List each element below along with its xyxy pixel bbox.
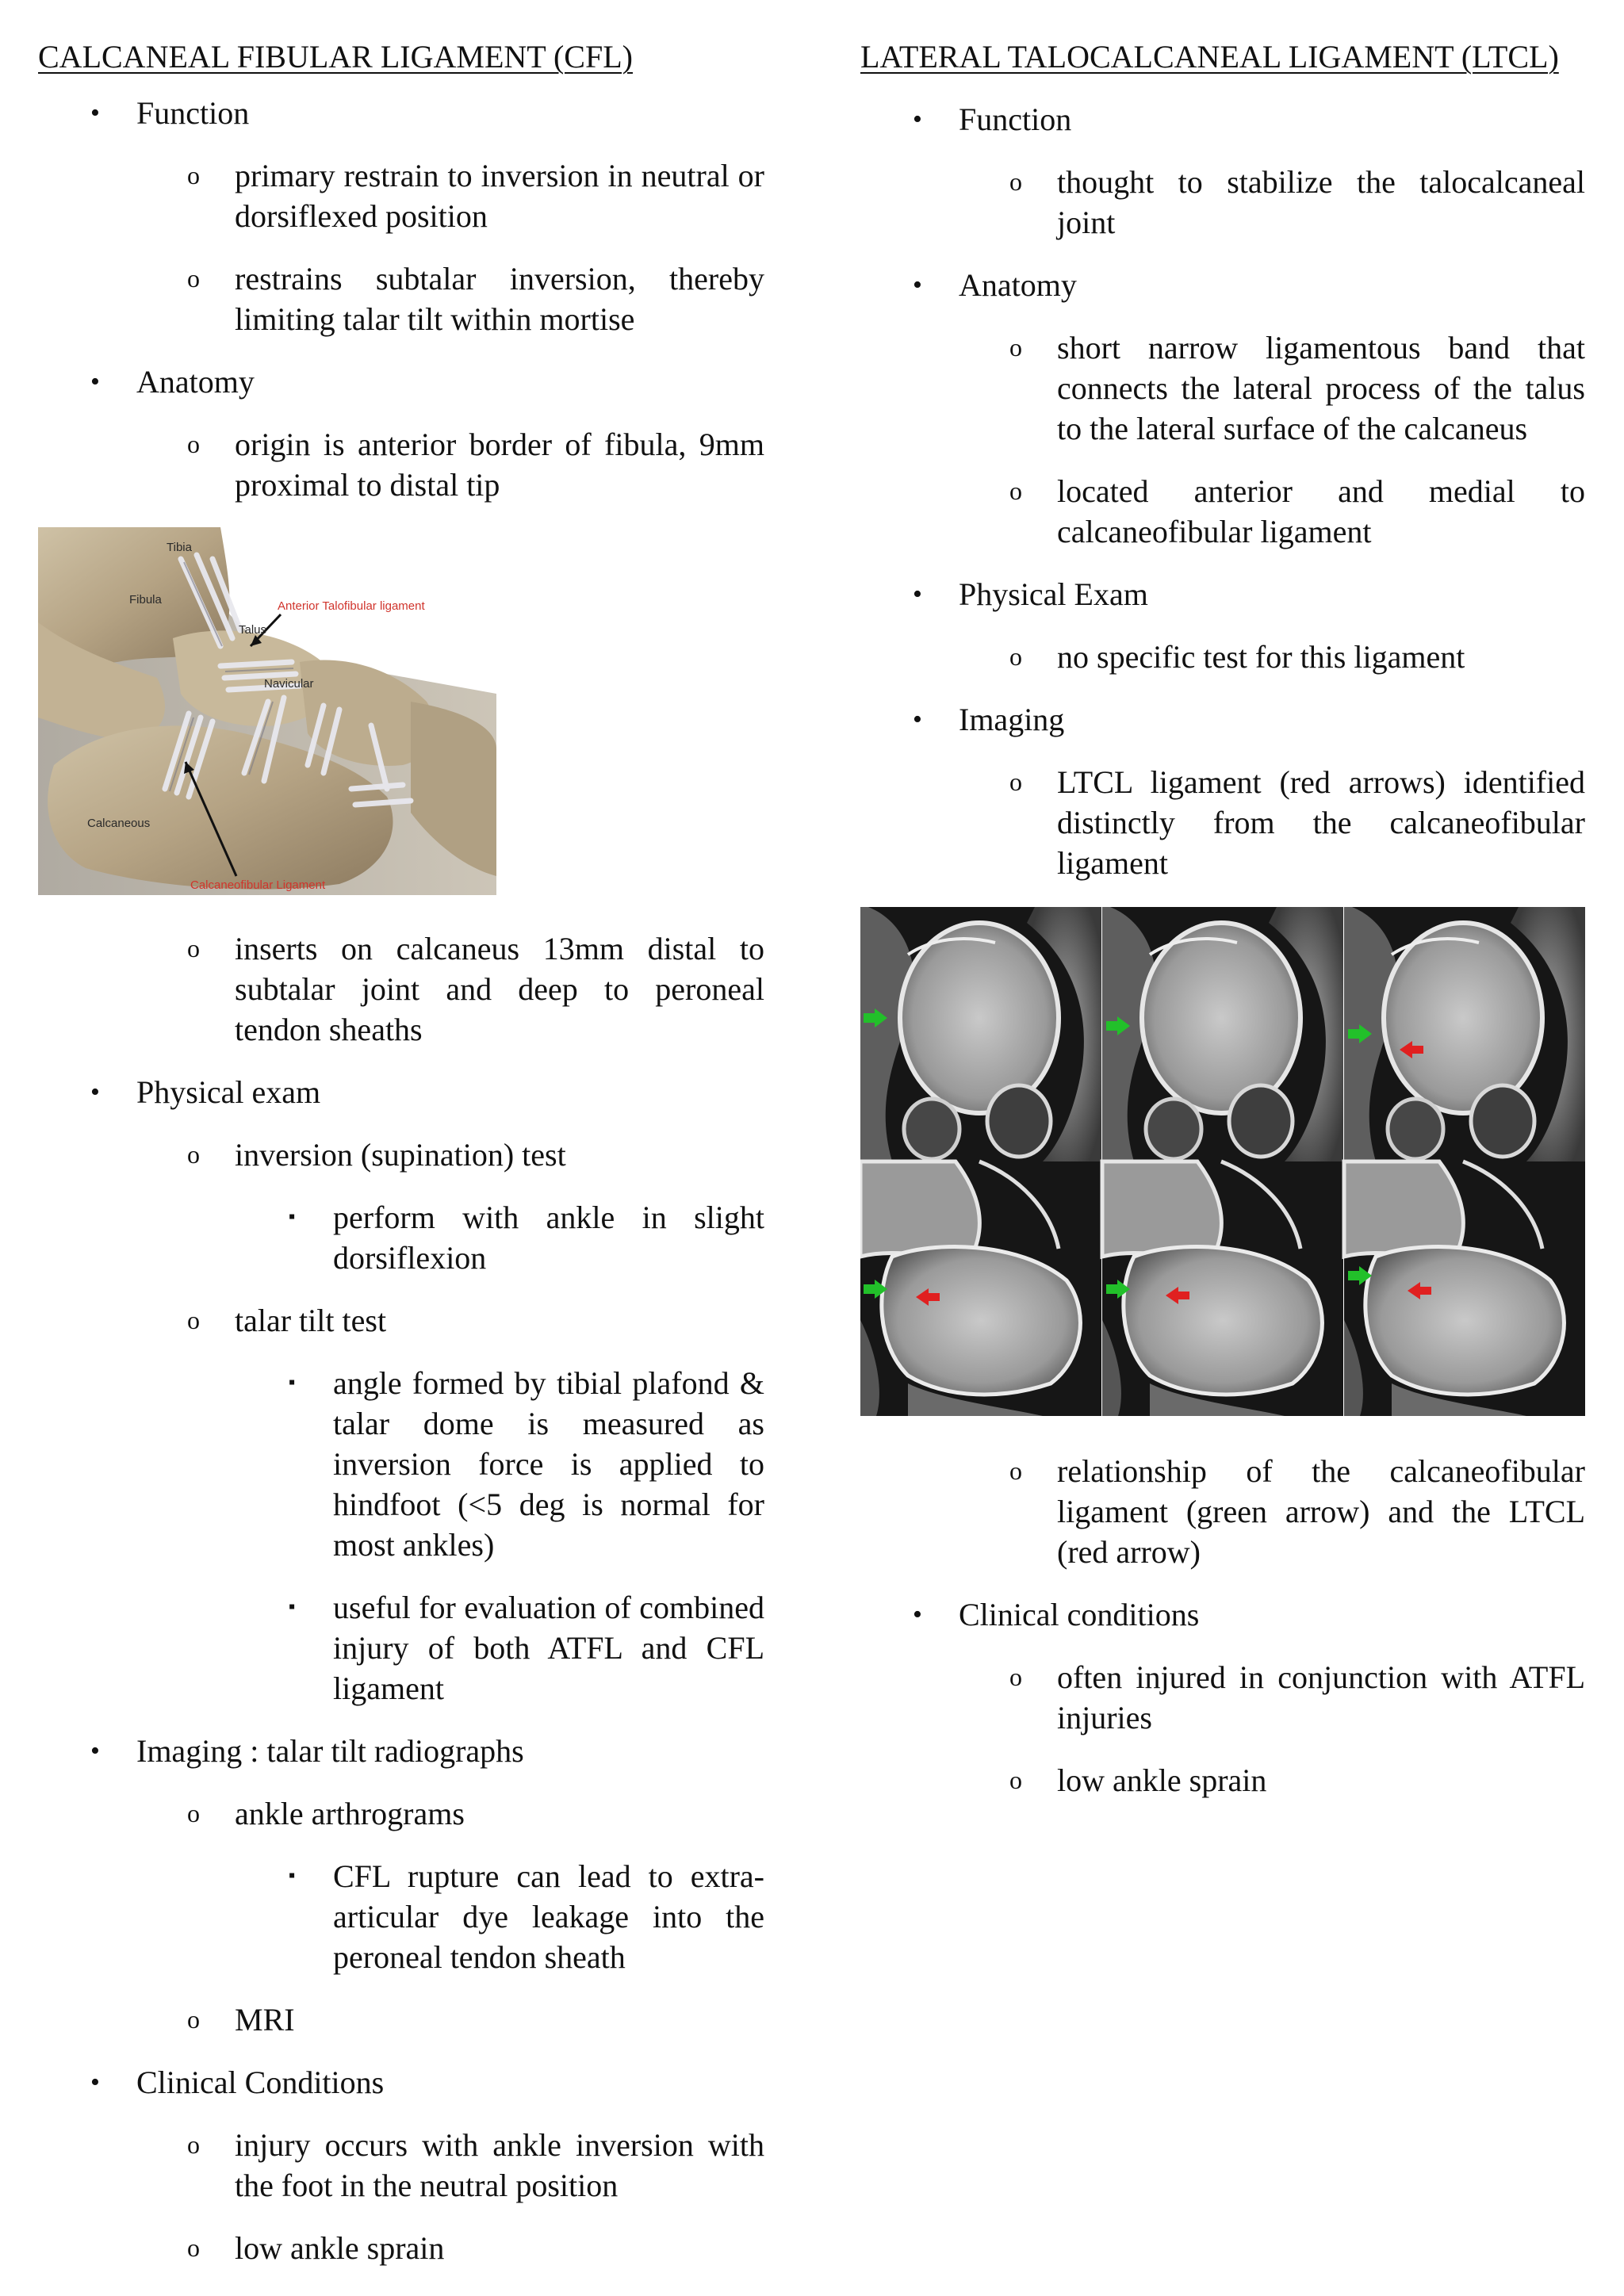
ankle-ligament-illustration xyxy=(38,527,764,905)
ltcl-function-heading: • Function xyxy=(860,99,1585,140)
circle-bullet-icon: o xyxy=(187,430,200,458)
cfl-anatomy-origin: o origin is anterior border of fibula, 9mm proximal to distal tip xyxy=(38,424,764,505)
ltcl-clinical-heading: • Clinical conditions xyxy=(860,1594,1585,1635)
mri-panels xyxy=(860,907,1585,1416)
ltcl-imaging-heading: • Imaging xyxy=(860,699,1585,740)
circle-bullet-icon: o xyxy=(1009,1663,1022,1691)
mri-panel xyxy=(1344,907,1585,1161)
circle-bullet-icon: o xyxy=(1009,767,1022,796)
square-bullet-icon: ▪ xyxy=(288,1866,296,1886)
ltcl-physical-exam-item: o no specific test for this ligament xyxy=(860,637,1585,677)
cfl-physical-exam-heading: • Physical exam xyxy=(38,1072,764,1112)
square-bullet-icon: ▪ xyxy=(288,1597,296,1617)
circle-bullet-icon: o xyxy=(1009,642,1022,671)
cfl-mri: o MRI xyxy=(38,1999,764,2040)
mri-panel xyxy=(1102,1161,1343,1416)
cfl-clinical-heading: • Clinical Conditions xyxy=(38,2062,764,2103)
bullet-icon: • xyxy=(90,98,100,128)
fibula-label: Fibula xyxy=(129,593,162,607)
cfl-label: Calcaneofibular Ligament xyxy=(190,878,326,892)
circle-bullet-icon: o xyxy=(187,1799,200,1827)
square-bullet-icon: ▪ xyxy=(288,1207,296,1227)
bullet-icon: • xyxy=(90,1077,100,1107)
ltcl-anatomy-heading: • Anatomy xyxy=(860,265,1585,305)
cfl-talar-tilt-detail: ▪ angle formed by tibial plafond & talar dome is measured as inversion force is applied to hindfoot (<5 deg is normal for most ankles) xyxy=(38,1363,764,1565)
ltcl-anatomy-item: o located anterior and medial to calcaneofibular ligament xyxy=(860,471,1585,552)
bullet-icon: • xyxy=(913,105,922,134)
circle-bullet-icon: o xyxy=(187,2130,200,2159)
cfl-clinical-item: o injury occurs with ankle inversion with the foot in the neutral position xyxy=(38,2125,764,2206)
circle-bullet-icon: o xyxy=(1009,476,1022,505)
square-bullet-icon: ▪ xyxy=(288,1372,296,1393)
navicular-label: Navicular xyxy=(264,677,314,691)
circle-bullet-icon: o xyxy=(187,2233,200,2262)
circle-bullet-icon: o xyxy=(1009,167,1022,196)
mri-panel xyxy=(860,907,1101,1161)
ankle-anatomy-drawing xyxy=(38,527,496,895)
circle-bullet-icon: o xyxy=(187,1306,200,1334)
cfl-inversion-test: o inversion (supination) test xyxy=(38,1135,764,1175)
ltcl-physical-exam-heading: • Physical Exam xyxy=(860,574,1585,614)
cfl-function-item: o restrains subtalar inversion, thereby limiting talar tilt within mortise xyxy=(38,258,764,339)
circle-bullet-icon: o xyxy=(1009,333,1022,362)
circle-bullet-icon: o xyxy=(187,2005,200,2034)
cfl-inversion-detail: ▪ perform with ankle in slight dorsiflexion xyxy=(38,1197,764,1278)
circle-bullet-icon: o xyxy=(1009,1456,1022,1485)
bullet-icon: • xyxy=(90,2068,100,2097)
ltcl-imaging-item: o relationship of the calcaneofibular ligament (green arrow) and the LTCL (red arrow) xyxy=(860,1451,1585,1572)
ltcl-clinical-item: o often injured in conjunction with ATFL injuries xyxy=(860,1657,1585,1738)
mri-panel xyxy=(1344,1161,1585,1416)
ltcl-section xyxy=(860,36,1585,1800)
bullet-icon: • xyxy=(913,580,922,609)
cfl-arthrogram-detail: ▪ CFL rupture can lead to extra-articular dye leakage into the peroneal tendon sheath xyxy=(38,1856,764,1977)
cfl-section xyxy=(38,36,764,2268)
cfl-function-heading: • Function xyxy=(38,93,764,133)
circle-bullet-icon: o xyxy=(187,161,200,189)
ltcl-function-item: o thought to stabilize the talocalcaneal joint xyxy=(860,162,1585,243)
cfl-anatomy-insertion: o inserts on calcaneus 13mm distal to subtalar joint and deep to peroneal tendon sheaths xyxy=(38,928,764,1050)
mri-image-grid xyxy=(860,907,1585,1425)
bullet-icon: • xyxy=(913,270,922,300)
circle-bullet-icon: o xyxy=(187,1140,200,1169)
cfl-title: CALCANEAL FIBULAR LIGAMENT (CFL) xyxy=(38,39,633,75)
tibia-label: Tibia xyxy=(167,541,192,554)
bullet-icon: • xyxy=(90,1736,100,1766)
ltcl-imaging-item: o LTCL ligament (red arrows) identified distinctly from the calcaneofibular ligament xyxy=(860,762,1585,883)
cfl-arthrograms: o ankle arthrograms xyxy=(38,1793,764,1834)
atfl-label: Anterior Talofibular ligament xyxy=(278,599,425,613)
ltcl-clinical-item: o low ankle sprain xyxy=(860,1760,1585,1800)
mri-panel xyxy=(860,1161,1101,1416)
circle-bullet-icon: o xyxy=(187,934,200,962)
ltcl-anatomy-item: o short narrow ligamentous band that connects the lateral process of the talus to the lateral surface of the calcaneus xyxy=(860,327,1585,449)
calcaneous-label: Calcaneous xyxy=(87,817,151,830)
ltcl-title: LATERAL TALOCALCANEAL LIGAMENT (LTCL) xyxy=(860,39,1559,75)
cfl-function-item: o primary restrain to inversion in neutral or dorsiflexed position xyxy=(38,155,764,236)
bullet-icon: • xyxy=(913,1600,922,1629)
circle-bullet-icon: o xyxy=(187,264,200,293)
talus-label: Talus xyxy=(239,623,267,637)
cfl-clinical-item: o low ankle sprain xyxy=(38,2228,764,2268)
cfl-anatomy-heading: • Anatomy xyxy=(38,362,764,402)
bullet-icon: • xyxy=(913,705,922,734)
cfl-talar-tilt-test: o talar tilt test xyxy=(38,1300,764,1341)
cfl-talar-tilt-detail: ▪ useful for evaluation of combined injury of both ATFL and CFL ligament xyxy=(38,1587,764,1709)
bullet-icon: • xyxy=(90,367,100,396)
circle-bullet-icon: o xyxy=(1009,1766,1022,1794)
mri-panel xyxy=(1102,907,1343,1161)
cfl-imaging-heading: • Imaging : talar tilt radiographs xyxy=(38,1731,764,1771)
